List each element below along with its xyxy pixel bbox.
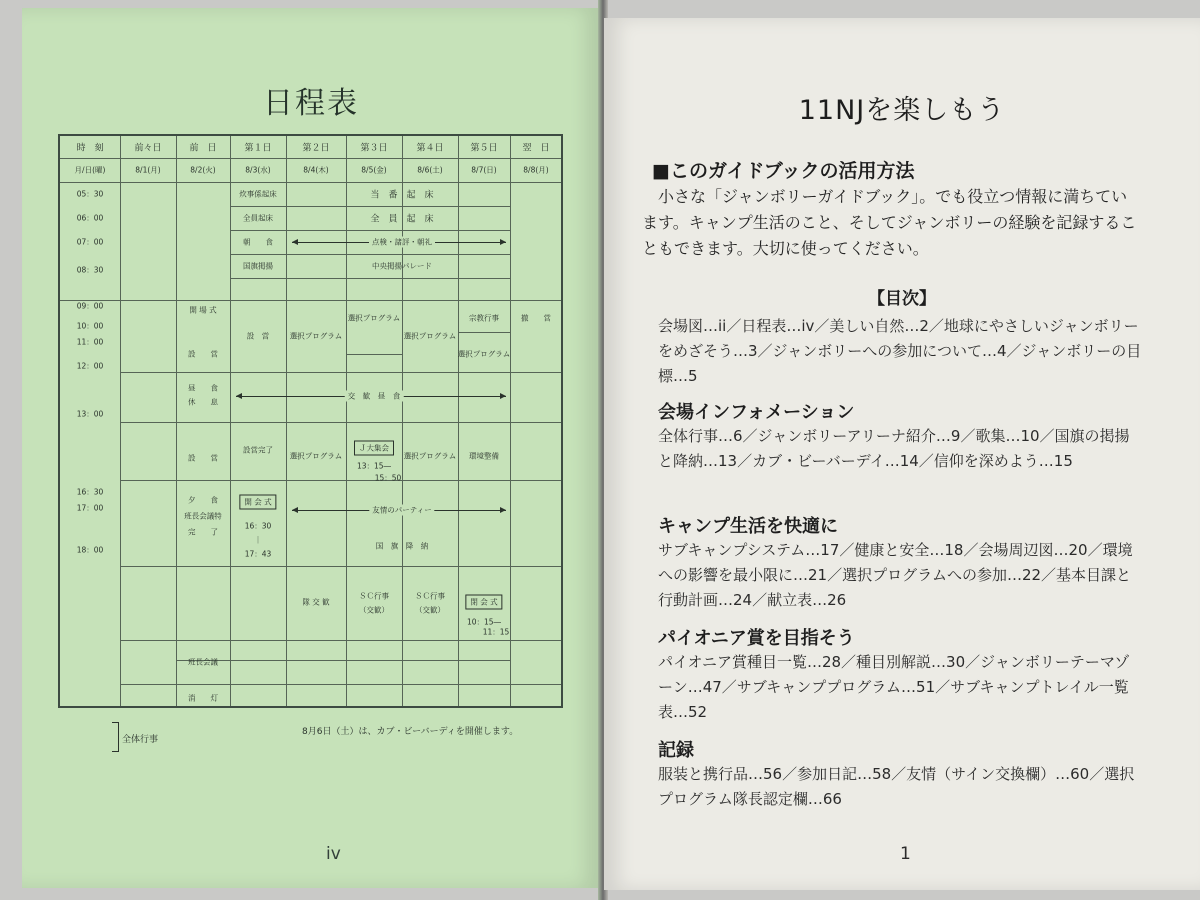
event-label: 消 灯 [188, 693, 218, 703]
event-label: 15：50 [374, 473, 402, 483]
event-label: 点検・諸評・朝礼 [369, 237, 435, 248]
grid-line [60, 158, 561, 159]
time-label: 08：30 [76, 265, 104, 275]
event-label: 国 旗 降 納 [375, 541, 429, 551]
grid-line [120, 422, 561, 423]
event-label: 17：43 [244, 549, 272, 559]
grid-line [120, 684, 561, 685]
header-time: 時 刻 [76, 143, 104, 154]
section-heading: ■このガイドブックの活用方法 [652, 160, 915, 182]
grid-line [346, 136, 347, 706]
time-label: 12：00 [76, 361, 104, 371]
grid-line [230, 206, 510, 207]
date-label: 8/8(月) [523, 165, 549, 175]
grid-line [60, 182, 561, 183]
event-label: （交歓） [359, 605, 389, 615]
event-label: 選択プログラム [403, 331, 457, 341]
event-label: ＳＣ行事 [415, 591, 445, 601]
event-label: 選択プログラム [289, 331, 343, 341]
header-day: 第１日 [244, 143, 272, 154]
intro-paragraph: 小さな「ジャンボリーガイドブック」。でも役立つ情報に満ちています。キャンプ生活のこと、そしてジャンボリーの経験を記録することもできます。大切に使ってください。 [642, 187, 1137, 258]
event-label: 隊 交 歓 [302, 597, 330, 607]
event-label: 宗教行事 [469, 313, 499, 323]
page-number: 1 [900, 844, 911, 864]
grid-line [120, 566, 561, 567]
event-label: 友情のパーティー [369, 505, 434, 516]
event-label: ＳＣ行事 [359, 591, 389, 601]
toc-heading: 【目次】 [868, 289, 936, 309]
time-label: 11：00 [76, 337, 104, 347]
event-label: 夕 食 [188, 495, 218, 505]
schedule-title: 日程表 [263, 86, 359, 121]
header-day: 第２日 [302, 143, 330, 154]
time-label: 07：00 [76, 237, 104, 247]
event-label: 全 員 起 床 [370, 214, 434, 225]
event-label: 選択プログラム [457, 349, 511, 359]
grid-line [458, 332, 510, 333]
legend-bracket [112, 722, 119, 752]
header-day: 第３日 [360, 143, 388, 154]
event-label: 16：30 [244, 521, 272, 531]
event-label: 開 場 式 [189, 305, 217, 315]
date-label: 月/日(曜) [74, 165, 106, 175]
left-page [22, 8, 600, 888]
toc-entries: 服装と携行品…56／参加日記…58／友情（サイン交換欄）…60／選択プログラム隊長認定欄…66 [658, 765, 1135, 808]
event-label: 環境整備 [469, 451, 499, 461]
toc-entries: 全体行事…6／ジャンボリーアリーナ紹介…9／歌集…10／国旗の掲揚と降納…13／カブ・ビーバーデイ…14／信仰を深めよう…15 [658, 427, 1130, 470]
grid-line [286, 136, 287, 706]
event-label: 朝 食 [243, 237, 273, 247]
event-label: 交 歓 昼 食 [345, 391, 404, 402]
event-label: 設 営 [246, 331, 270, 341]
time-label: 16：30 [76, 487, 104, 497]
event-label: 班長会議特 [184, 511, 222, 521]
event-label: 11：15 [482, 627, 510, 637]
event-label: 設 営 [188, 349, 218, 359]
toc-entries: サブキャンプシステム…17／健康と安全…18／会場周辺図…20／環境への影響を最小限に…21／選択プログラムへの参加…22／基本目課と行動計画…24／献立表…26 [658, 541, 1133, 609]
grid-line [120, 372, 561, 373]
event-label: 国旗掲揚 [243, 261, 273, 271]
grid-line [230, 254, 510, 255]
section-heading: 記録 [658, 740, 694, 761]
event-label: Ｊ大集会 [354, 441, 394, 456]
date-label: 8/7(日) [471, 165, 497, 175]
section-heading: 会場インフォメーション [658, 402, 855, 423]
grid-line [120, 480, 561, 481]
page-title: 11NJを楽しもう [798, 95, 1006, 126]
grid-line [346, 354, 402, 355]
grid-line [458, 136, 459, 706]
time-label: 13：00 [76, 409, 104, 419]
date-label: 8/5(金) [361, 165, 387, 175]
time-label: 09：00 [76, 301, 104, 311]
header-day: 前々日 [134, 143, 162, 154]
event-label: （交歓） [415, 605, 445, 615]
time-label: 05：30 [76, 189, 104, 199]
header-day: 前 日 [189, 143, 217, 154]
time-label: 17：00 [76, 503, 104, 513]
time-label: 06：00 [76, 213, 104, 223]
header-day: 第４日 [416, 143, 444, 154]
page-number: iv [326, 844, 341, 864]
grid-line [120, 640, 561, 641]
date-label: 8/4(木) [303, 165, 329, 175]
event-label: 休 息 [188, 397, 218, 407]
grid-line [230, 230, 510, 231]
grid-line [176, 136, 177, 706]
toc-entries: 会場図…ii／日程表…iv／美しい自然…2／地球にやさしいジャンボリーをめざそう…3／ジャンボリーへの参加について…4／ジャンボリーの目標…5 [658, 317, 1142, 385]
event-label: 全員起床 [243, 213, 273, 223]
right-page [604, 18, 1200, 890]
event-label: 13：15― [356, 461, 392, 471]
time-label: 18：00 [76, 545, 104, 555]
event-label: ｜ [254, 535, 262, 545]
event-label: 当 番 起 床 [370, 190, 434, 201]
time-label: 10：00 [76, 321, 104, 331]
header-day: 翌 日 [522, 143, 550, 154]
event-label: 選択プログラム [289, 451, 343, 461]
event-label: 開 会 式 [239, 495, 276, 510]
legend-label: 全体行事 [122, 735, 159, 745]
date-label: 8/6(土) [417, 165, 443, 175]
grid-line [230, 278, 510, 279]
schedule-table [58, 134, 563, 708]
grid-line [230, 136, 231, 706]
event-label: 選択プログラム [347, 313, 401, 323]
grid-line [60, 300, 561, 301]
event-label: 閉 会 式 [465, 595, 502, 610]
date-label: 8/2(火) [190, 165, 216, 175]
event-label: 設 営 [188, 453, 218, 463]
date-label: 8/3(水) [245, 165, 271, 175]
section-heading: キャンプ生活を快適に [658, 516, 838, 537]
section-heading: パイオニア賞を目指そう [658, 628, 855, 649]
event-label: 10：15― [466, 617, 502, 627]
grid-line [176, 660, 510, 661]
grid-line [120, 136, 121, 706]
event-label: 選択プログラム [403, 451, 457, 461]
event-label: 中央掲揚パレード [372, 261, 432, 271]
event-label: 昼 食 [188, 383, 218, 393]
header-day: 第５日 [470, 143, 498, 154]
event-label: 炊事係起床 [239, 189, 277, 199]
event-label: 完 了 [188, 527, 218, 537]
toc-entries: パイオニア賞種目一覧…28／種目別解説…30／ジャンボリーテーマゾーン…47／サブキャンププログラム…51／サブキャンプトレイル一覧表…52 [658, 653, 1130, 721]
event-label: 設営完了 [243, 445, 273, 455]
date-label: 8/1(月) [135, 165, 161, 175]
event-label: 班長会議 [188, 657, 218, 667]
schedule-note: 8月6日（土）は、カブ・ビーバーディを開催します。 [302, 727, 519, 737]
grid-line [510, 136, 511, 706]
event-label: 撤 営 [521, 313, 551, 323]
